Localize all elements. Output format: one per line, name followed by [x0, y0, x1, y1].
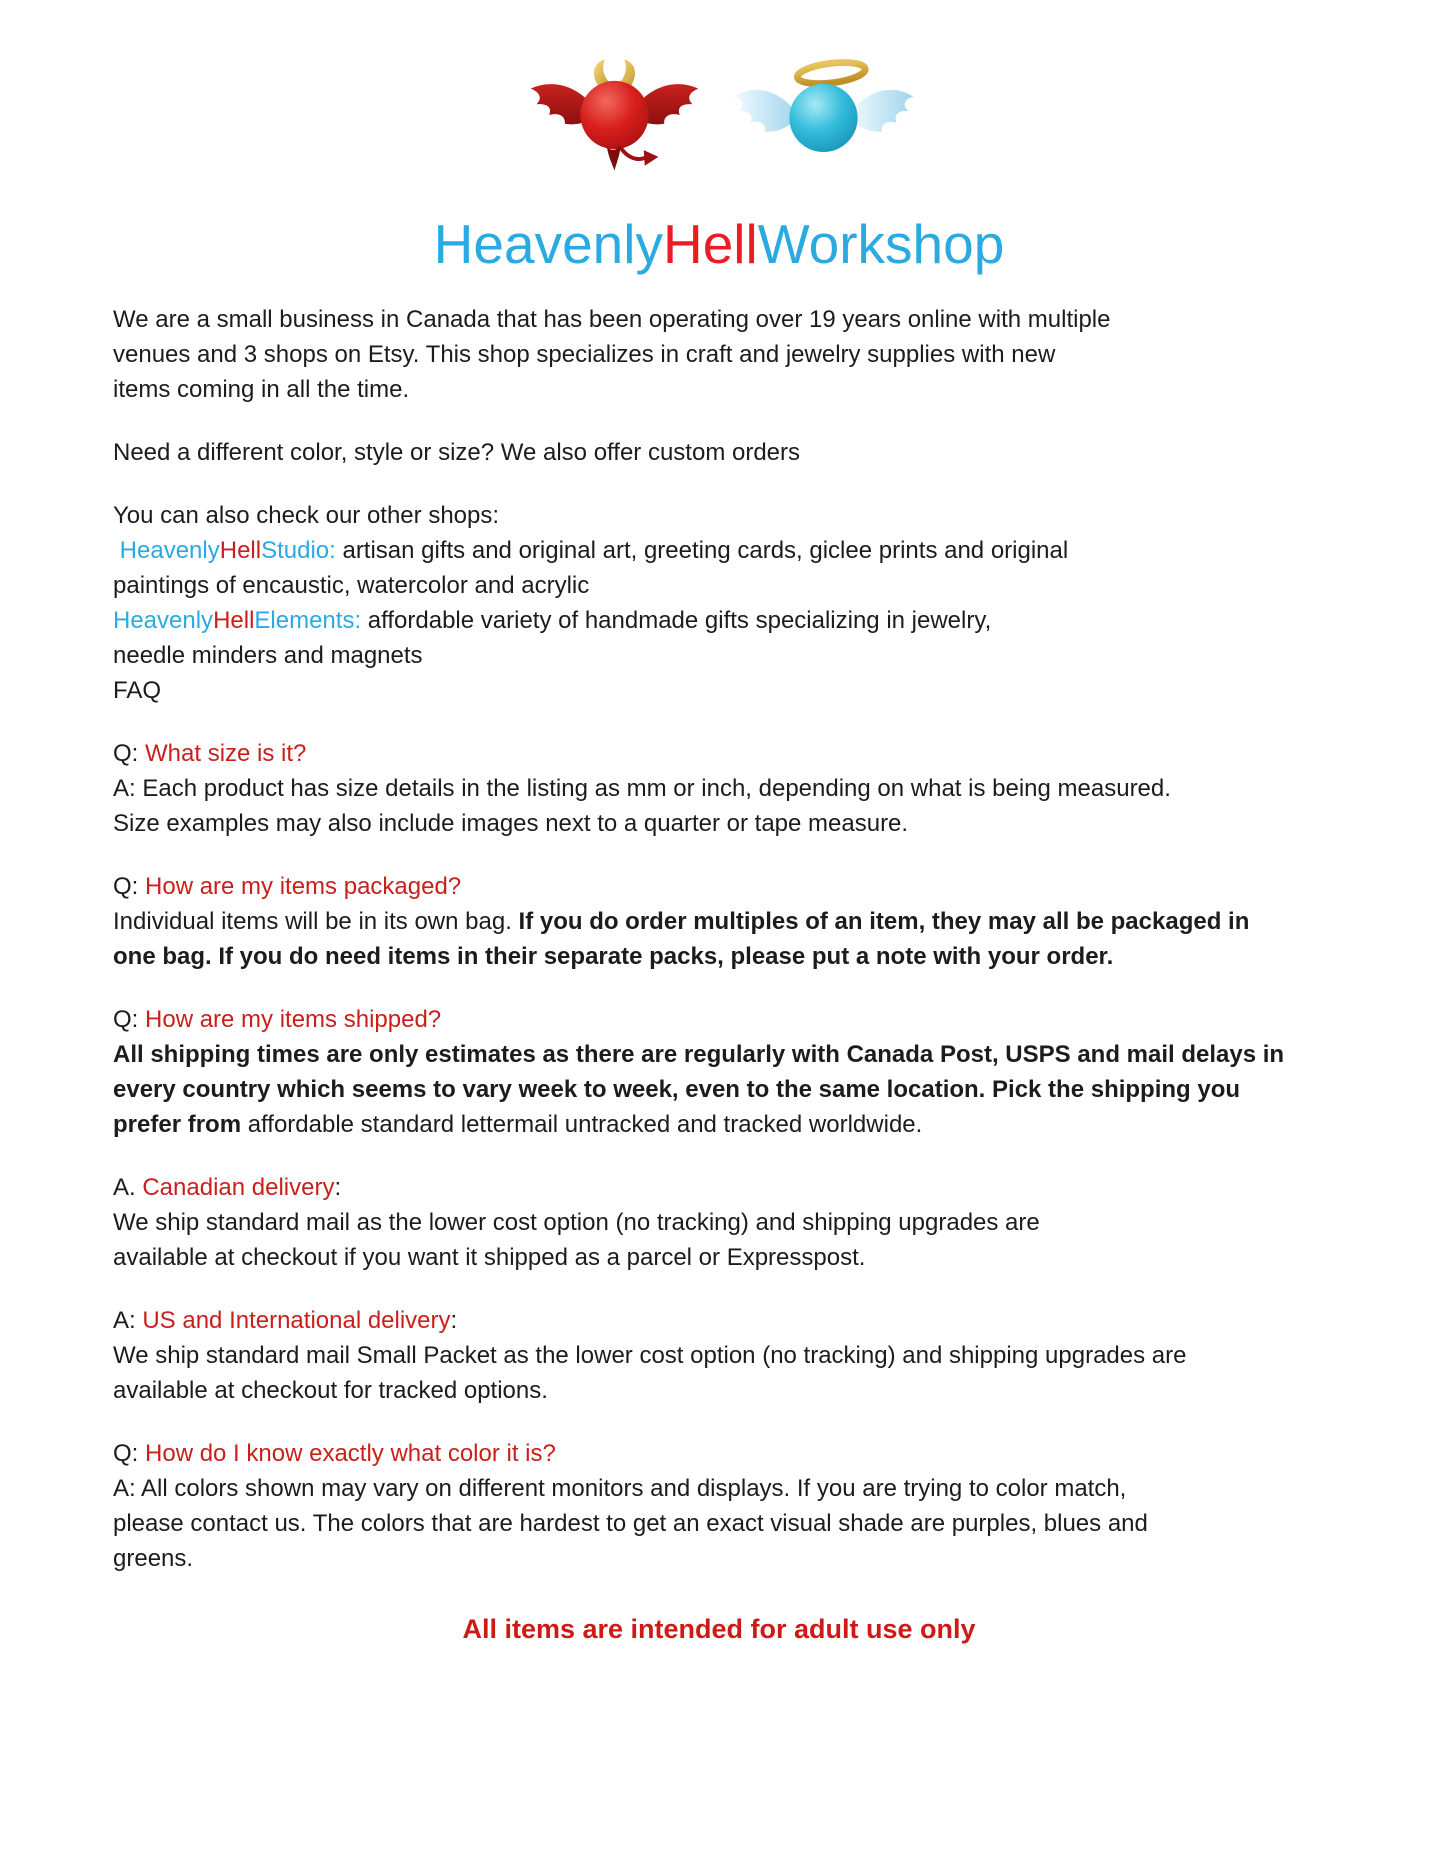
text-run: We are a small business in Canada that has been operating over 19 years online with multiple: [113, 306, 1111, 333]
text-run: A.: [113, 1174, 143, 1201]
text-run: Canadian delivery: [142, 1174, 335, 1201]
text-run: Heavenly: [113, 607, 214, 634]
text-run: greens.: [113, 1545, 194, 1572]
text-run: paintings of encaustic, watercolor and acrylic: [113, 572, 590, 599]
text-run: You can also check our other shops:: [113, 502, 500, 529]
text-run: FAQ: [113, 677, 162, 704]
faq-shipping-block: [113, 1002, 1325, 1142]
text-run: needle minders and magnets: [113, 642, 423, 669]
text-run: :: [450, 1307, 458, 1334]
text-run: :: [334, 1174, 342, 1201]
shop-logo: [113, 0, 1325, 176]
text-run: affordable variety of handmade gifts specializing in jewelry,: [361, 607, 992, 634]
faq-size-block: [113, 736, 1325, 841]
text-run: items coming in all the time.: [113, 376, 410, 403]
text-run: All shipping times are only estimates as there are regularly with Canada Post, USPS and mail delays in: [113, 1041, 1285, 1068]
text-run: We ship standard mail as the lower cost option (no tracking) and shipping upgrades are: [113, 1209, 1040, 1236]
text-run: We ship standard mail Small Packet as the lower cost option (no tracking) and shipping upgrades are: [113, 1342, 1187, 1369]
faq-packaging-block: [113, 869, 1325, 974]
text-run: If you do order multiples of an item, they may all be packaged in: [518, 908, 1250, 935]
custom-orders-paragraph: [113, 435, 1325, 470]
text-run: A:: [113, 1307, 143, 1334]
text-run: Workshop: [757, 213, 1005, 275]
text-run: How are my items shipped?: [145, 1006, 442, 1033]
text-run: Q:: [113, 873, 146, 900]
shop-title: [113, 214, 1325, 274]
text-run: Q:: [113, 740, 146, 767]
text-run: please contact us. The colors that are hardest to get an exact visual shade are purples, blues and: [113, 1510, 1148, 1537]
angel-ball-icon: [726, 55, 921, 175]
text-run: Individual items will be in its own bag.: [113, 908, 519, 935]
text-run: one bag. If you do need items in their separate packs, please put a note with your order.: [113, 943, 1114, 970]
text-run: Q:: [113, 1006, 146, 1033]
faq-color-block: [113, 1436, 1325, 1576]
text-run: affordable standard lettermail untracked and tracked worldwide.: [241, 1111, 923, 1138]
other-shops-paragraph: [113, 498, 1325, 708]
text-run: Hell: [213, 607, 255, 634]
text-run: Size examples may also include images next to a quarter or tape measure.: [113, 810, 909, 837]
text-run: Hell: [219, 537, 262, 564]
text-run: How do I know exactly what color it is?: [145, 1440, 556, 1467]
devil-ball-icon: [517, 55, 712, 175]
canadian-delivery-block: [113, 1170, 1325, 1275]
text-run: every country which seems to vary week to week, even to the same location. Pick the shipping you: [113, 1076, 1241, 1103]
text-run: Heavenly: [433, 213, 663, 275]
text-run: Studio:: [261, 537, 336, 564]
document-content: [113, 0, 1325, 1647]
text-run: Need a different color, style or size? We also offer custom orders: [113, 439, 800, 466]
us-international-delivery-block: [113, 1303, 1325, 1408]
text-run: Q:: [113, 1440, 146, 1467]
text-run: artisan gifts and original art, greeting cards, giclee prints and original: [335, 537, 1069, 564]
text-run: US and International delivery: [142, 1307, 451, 1334]
intro-paragraph: [113, 302, 1325, 407]
text-run: venues and 3 shops on Etsy. This shop specializes in craft and jewelry supplies with new: [113, 341, 1056, 368]
text-run: Elements:: [254, 607, 362, 634]
text-run: available at checkout if you want it shipped as a parcel or Expresspost.: [113, 1244, 866, 1271]
text-run: Heavenly: [113, 537, 220, 564]
text-run: A: All colors shown may vary on different monitors and displays. If you are trying to color match,: [113, 1475, 1127, 1502]
text-run: available at checkout for tracked options.: [113, 1377, 548, 1404]
adult-use-notice: All items are intended for adult use only: [462, 1614, 976, 1644]
text-run: A: Each product has size details in the listing as mm or inch, depending on what is being measured.: [113, 775, 1171, 802]
text-run: Hell: [662, 213, 758, 275]
text-run: What size is it?: [145, 740, 307, 767]
text-run: How are my items packaged?: [145, 873, 462, 900]
text-run: prefer from: [113, 1111, 242, 1138]
